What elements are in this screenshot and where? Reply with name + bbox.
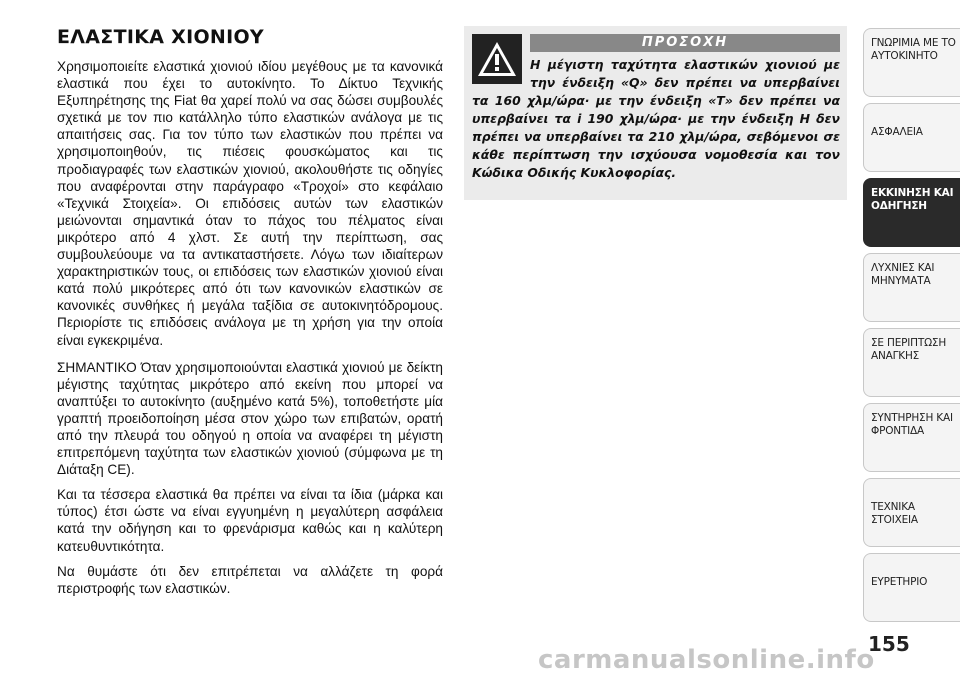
nav-tab-4[interactable]	[863, 253, 960, 322]
nav-tab-8[interactable]	[863, 553, 960, 622]
warning-heading: ΠΡΟΣΟΧΗ	[530, 34, 840, 52]
body-paragraph-2: ΣΗΜΑΝΤΙΚΟ Όταν χρησιμοποιούνται ελαστικά χιονιού με δείκτη μέγιστης ταχύτητας μικρότερο από εκείνη που μπορεί να αναπτύξει το αυτοκίνητο (αυξημένο κατά 5%), τοποθετήστε μία γραπτή προειδοποίηση μέσα στον χώρο των επιβατών, ορατή από την πλευρά του οδηγού η οποία να αναφέρει τη μέγιστη επιτρεπόμενη ταχύτητα των ελαστικών χιονιού (σύμφωνα με τη Διάταξη CE).	[57, 359, 443, 478]
warning-text-block	[472, 56, 840, 182]
body-paragraph-3: Και τα τέσσερα ελαστικά θα πρέπει να είναι τα ίδια (μάρκα και τύπος) έτσι ώστε να είναι εγγυημένη η μεγαλύτερη ασφάλεια κατά την οδήγηση και το φρενάρισμα καθώς και η καλύτερη κατευθυντικότητα.	[57, 487, 443, 554]
body-paragraph-4: Να θυμάστε ότι δεν επιτρέπεται να αλλάζετε τη φορά περιστροφής των ελαστικών.	[57, 563, 443, 596]
nav-tab-label-line1: ΛΥΧΝΙΕΣ ΚΑΙ	[871, 262, 935, 274]
chapter-nav	[863, 28, 960, 628]
nav-tab-2[interactable]	[863, 103, 960, 172]
nav-tab-label-line2: ΦΡΟΝΤΙΔΑ	[871, 425, 924, 437]
watermark: carmanualsonline.info	[538, 645, 875, 675]
nav-tab-label-line2: ΟΔΗΓΗΣΗ	[871, 200, 927, 212]
warning-box	[464, 26, 847, 200]
nav-tab-7[interactable]	[863, 478, 960, 547]
page-number: 155	[868, 632, 910, 656]
section-title: ΕΛΑΣΤΙΚΑ ΧΙΟΝΙΟΥ	[57, 26, 264, 48]
nav-tab-label-line2: ΑΝΑΓΚΗΣ	[871, 350, 920, 362]
body-paragraph-1: Χρησιμοποιείτε ελαστικά χιονιού ιδίου μεγέθους με τα κανονικά ελαστικά που έχει το αυτοκίνητο. Το Δίκτυο Τεχνικής Εξυπηρέτησης της Fiat θα χαρεί πολύ να σας δώσει συμβουλές σχετικά με τον πιο κατάλληλο τύπο ελαστικών ανάλογα με τις απαιτήσεις σας. Για τον τύπο των ελαστικών που πρέπει να χρησιμοποιηθούν, τις πιέσεις φουσκώματος και τις προδιαγραφές των ελαστικών χιονιού, ακολουθήστε τις οδηγίες που αναφέρονται στην παράγραφο «Τροχοί» στο κεφάλαιο «Τεχνικά Στοιχεία». Οι επιδόσεις αυτών των ελαστικών μειώνονται σημαντικά όταν το πάχος του πέλματος είναι μικρότερο από 4 χλστ. Σε αυτή την περίπτωση, σας συμβουλεύουμε να τα αντικαταστήσετε. Λόγω των ιδιαίτερων χαρακτηριστικών τους, οι επιδόσεις των ελαστικών χιονιού είναι κατά πολύ μικρότερες από ότι των κανονικών ελαστικών σε κανονικές συνθήκες ή μεγάλα ταξίδια σε αυτοκινητόδρομους. Περιορίστε τις επιδόσεις ανάλογα με τη χρήση για την οποία είναι εγκεκριμένα.	[57, 59, 443, 348]
nav-tab-label-line1: ΕΥΡΕΤΗΡΙΟ	[871, 576, 928, 588]
nav-tab-5[interactable]	[863, 328, 960, 397]
nav-tab-label-line1: ΓΝΩΡΙΜΙΑ ΜΕ ΤΟ	[871, 37, 956, 49]
nav-tab-label-line1: ΕΚΚΙΝΗΣΗ ΚΑΙ	[871, 187, 954, 199]
nav-tab-label-line1: ΣΥΝΤΗΡΗΣΗ ΚΑΙ	[871, 412, 953, 424]
nav-tab-label-line1: ΣΕ ΠΕΡΙΠΤΩΣΗ	[871, 337, 947, 349]
main-column	[57, 26, 443, 605]
nav-tab-label-line1: ΑΣΦΑΛΕΙΑ	[871, 126, 923, 138]
nav-tab-label-line2: ΜΗΝΥΜΑΤΑ	[871, 275, 931, 287]
nav-tab-label-line1: ΤΕΧΝΙΚΑ ΣΤΟΙΧΕΙΑ	[871, 501, 918, 526]
nav-tab-label-line2: ΑΥΤΟΚΙΝΗΤΟ	[871, 50, 938, 62]
nav-tab-1[interactable]	[863, 28, 960, 97]
nav-tab-6[interactable]	[863, 403, 960, 472]
nav-tab-3[interactable]	[863, 178, 960, 247]
warning-text: Η μέγιστη ταχύτητα ελαστικών χιονιού με την ένδειξη «Q» δεν πρέπει να υπερβαίνει τα 160 χλμ/ώρα· με την ένδειξη «T» δεν πρέπει να υπερβαίνει τα i 190 χλμ/ώρα· με την ένδειξη H δεν πρέπει να υπερβαίνει τα 210 χλμ/ώρα, σεβόμενοι σε κάθε περίπτωση την ισχύουσα νομοθεσία και τον Κώδικα Οδικής Κυκλοφορίας.	[472, 57, 840, 180]
